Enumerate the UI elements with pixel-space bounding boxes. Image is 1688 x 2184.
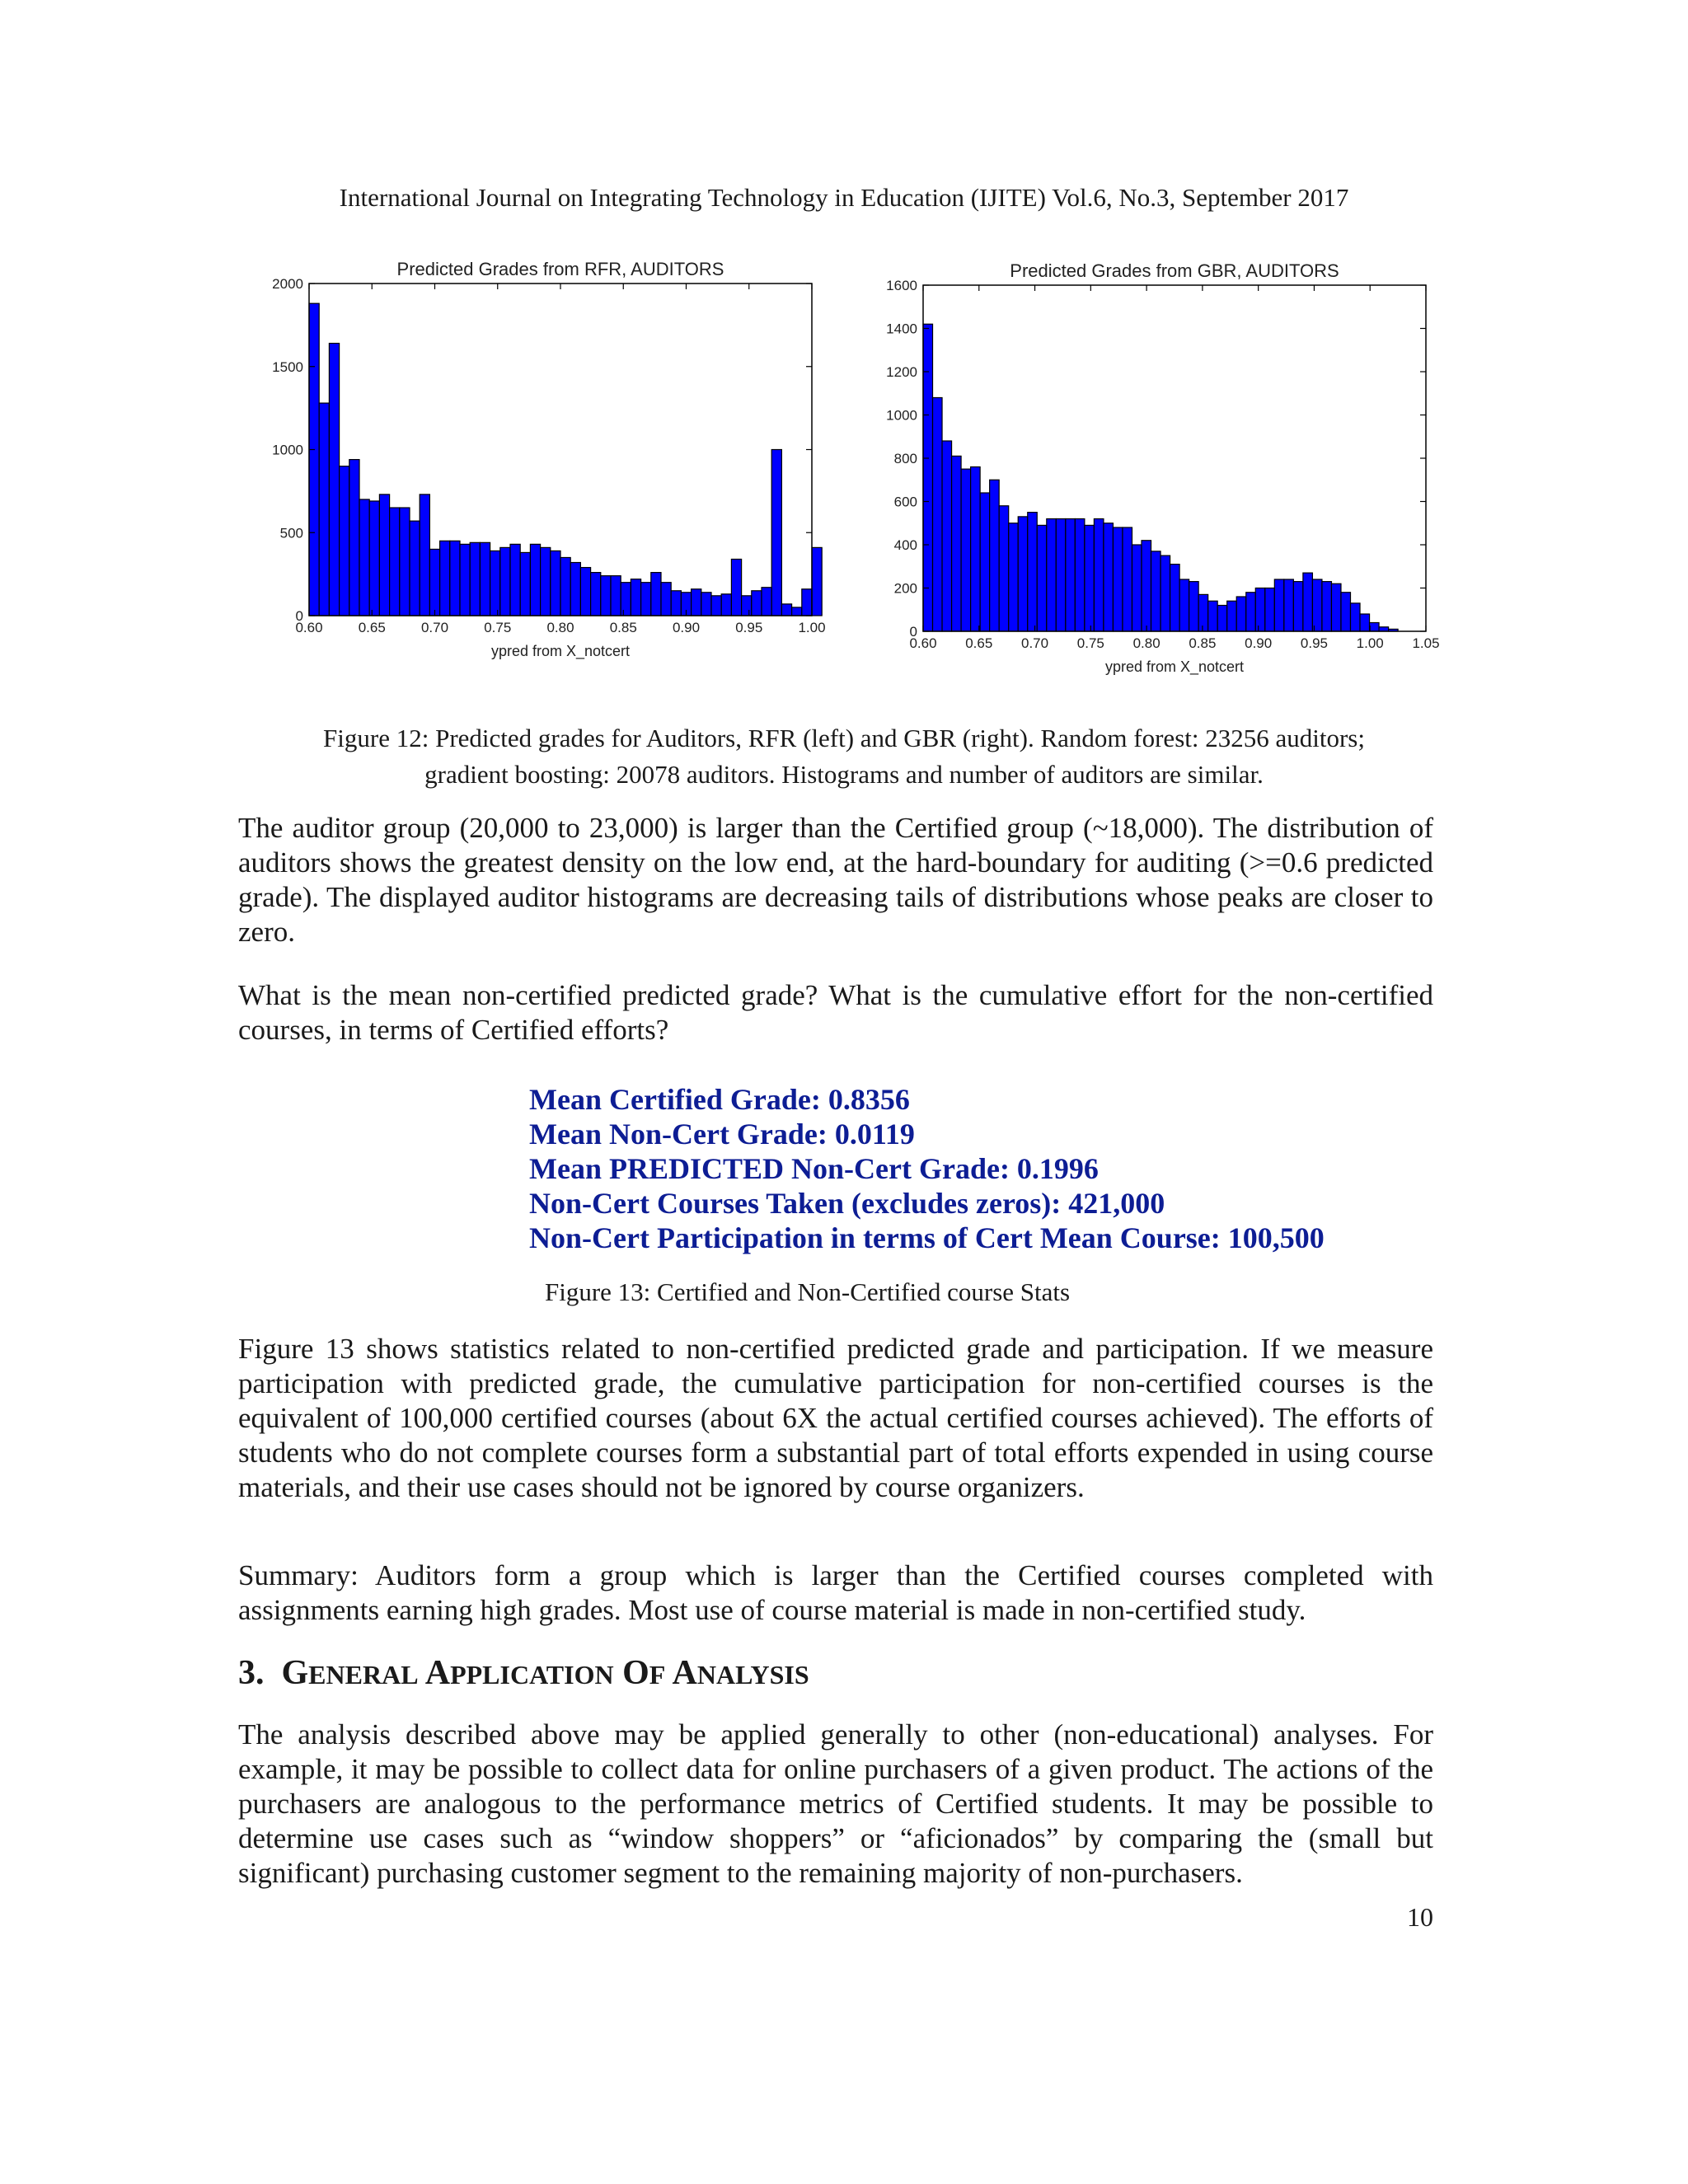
section-word4-initial: A <box>672 1654 697 1692</box>
histogram-bar <box>410 521 420 616</box>
histogram-bar <box>1341 593 1351 631</box>
histogram-bar <box>1351 603 1361 631</box>
histogram-bar <box>530 544 540 616</box>
histogram-bar <box>933 398 943 632</box>
histogram-bar <box>1303 573 1313 631</box>
x-axis-label: ypred from X_notcert <box>490 643 631 659</box>
histogram-bar <box>369 501 379 616</box>
histogram-bar <box>1037 525 1047 631</box>
histogram-bar <box>541 547 551 616</box>
histogram-bar <box>1198 594 1208 631</box>
stat-noncert-participation: Non-Cert Participation in terms of Cert Mean Course: 100,500 <box>529 1221 1325 1254</box>
running-header: International Journal on Integrating Technology in Education (IJITE) Vol.6, No.3, September 2017 <box>339 183 1349 212</box>
stat-mean-predicted-noncert: Mean PREDICTED Non-Cert Grade: 0.1996 <box>529 1152 1099 1185</box>
histogram-bar <box>1274 579 1284 631</box>
histogram-bar <box>1208 601 1218 631</box>
histogram-bar <box>792 607 802 616</box>
histogram-bar <box>420 494 429 616</box>
histogram-bar <box>1312 579 1322 631</box>
histogram-bar <box>551 551 560 616</box>
section-word1-rest: ENERAL <box>308 1660 419 1690</box>
gbr-histogram-svg <box>849 247 1442 692</box>
histogram-bar <box>570 563 580 616</box>
histogram-bar <box>440 541 450 616</box>
y-tick-label: 1500 <box>272 359 303 375</box>
x-tick-label: 1.00 <box>798 620 826 635</box>
histogram-bar <box>450 541 460 616</box>
x-tick-label: 0.65 <box>358 620 386 635</box>
stat-mean-certified: Mean Certified Grade: 0.8356 <box>529 1083 910 1116</box>
x-tick-label: 0.90 <box>1245 635 1273 651</box>
histogram-bar <box>1132 545 1142 631</box>
figure-12-caption <box>0 720 1688 793</box>
histogram-bar <box>560 557 570 616</box>
y-tick-label: 1400 <box>886 321 917 337</box>
x-tick-label: 0.80 <box>546 620 574 635</box>
histogram-bar <box>429 549 439 616</box>
histogram-bar <box>400 508 410 616</box>
y-tick-label: 400 <box>893 537 917 553</box>
y-tick-label: 1000 <box>886 407 917 424</box>
histogram-bar <box>1123 527 1132 631</box>
histogram-bar <box>601 576 611 616</box>
x-axis-label: ypred from X_notcert <box>1104 658 1245 675</box>
histogram-bar <box>1113 527 1123 631</box>
histogram-bar <box>500 547 510 616</box>
histogram-bar <box>671 591 681 616</box>
histogram-bar <box>990 480 1000 631</box>
section-word3-rest: F <box>649 1660 666 1690</box>
histogram-bar <box>1028 513 1038 631</box>
histogram-bar <box>1018 517 1028 631</box>
histogram-bar <box>961 469 971 631</box>
histogram-bar <box>1360 614 1370 631</box>
histogram-bar <box>802 589 812 616</box>
histogram-bar <box>781 604 791 616</box>
paragraph-question-text: What is the mean non-certified predicted grade? What is the cumulative effort for the non-certified courses, in terms of Certified efforts? <box>238 979 1433 1046</box>
x-tick-label: 0.85 <box>1189 635 1217 651</box>
histogram-bar <box>1227 601 1237 631</box>
histogram-bar <box>661 583 671 616</box>
x-tick-label: 0.75 <box>484 620 512 635</box>
histogram-bar <box>721 594 731 616</box>
histogram-bar <box>701 593 711 616</box>
histogram-bar <box>1217 606 1227 632</box>
y-tick-label: 800 <box>893 451 917 466</box>
histogram-bar <box>1104 523 1114 631</box>
histogram-bar <box>621 583 631 616</box>
stat-mean-noncert: Mean Non-Cert Grade: 0.0119 <box>529 1118 915 1151</box>
section-word2-initial: A <box>424 1654 451 1692</box>
histogram-bar <box>1142 541 1151 631</box>
x-tick-label: 1.00 <box>1356 635 1384 651</box>
y-tick-label: 200 <box>893 580 917 597</box>
y-tick-label: 2000 <box>272 276 303 292</box>
x-tick-label: 0.95 <box>735 620 763 635</box>
paragraph-figure13-text: Figure 13 shows statistics related to non-certified predicted grade and participation. If we measure participation with predicted grade, the cumulative participation for non-certified courses is the equivalent of 100,000 certified courses (about 6X the actual certified courses achieved). The efforts of students who do not complete courses form a substantial part of total efforts expended in using course materials, and their use cases should not be ignored by course organizers. <box>238 1333 1433 1503</box>
histogram-bar <box>490 551 500 616</box>
histogram-bar <box>340 466 349 616</box>
section-heading <box>238 1653 809 1693</box>
histogram-bar <box>1047 519 1057 632</box>
chart-title: Predicted Grades from RFR, AUDITORS <box>396 259 724 279</box>
y-tick-label: 0 <box>295 608 303 624</box>
x-tick-label: 0.70 <box>1021 635 1049 651</box>
histogram-bar <box>1151 551 1161 631</box>
histogram-bar <box>1246 593 1256 631</box>
histogram-bar <box>580 568 590 616</box>
figure-12-caption-line2: gradient boosting: 20078 auditors. Histograms and number of auditors are similar. <box>424 760 1264 789</box>
y-tick-label: 500 <box>279 525 303 541</box>
x-tick-label: 0.90 <box>672 620 701 635</box>
paragraph-summary <box>238 1558 1433 1628</box>
histogram-bar <box>651 573 661 616</box>
histogram-bar <box>1094 519 1104 632</box>
x-tick-label: 0.95 <box>1300 635 1328 651</box>
x-tick-label: 0.75 <box>1076 635 1104 651</box>
rfr-histogram <box>247 247 841 676</box>
histogram-bar <box>771 450 781 616</box>
paragraph-auditor-group-text: The auditor group (20,000 to 23,000) is larger than the Certified group (~18,000). The distribution of auditors shows the greatest density on the low end, at the hard-boundary for auditing (>=0.6 predicted grade). The displayed auditor histograms are decreasing tails of distributions whose peaks are closer to zero. <box>238 812 1433 948</box>
histogram-bar <box>952 456 962 631</box>
histogram-bar <box>470 542 480 616</box>
x-tick-label: 0.60 <box>295 620 323 635</box>
histogram-bar <box>309 303 319 616</box>
histogram-bar <box>1370 623 1380 632</box>
histogram-bar <box>460 544 470 616</box>
y-tick-label: 600 <box>893 494 917 510</box>
histogram-bar <box>692 589 701 616</box>
figure-12-caption-line1: Figure 12: Predicted grades for Auditors, RFR (left) and GBR (right). Random forest: 23256 auditors; <box>323 724 1365 752</box>
section-word4-rest: NALYSIS <box>696 1660 809 1690</box>
histogram-bar <box>1179 579 1189 631</box>
rfr-histogram-svg <box>247 247 841 676</box>
histogram-bar <box>971 467 981 632</box>
histogram-bar <box>1056 519 1066 632</box>
paragraph-question <box>238 978 1433 1047</box>
paragraph-auditor-group <box>238 811 1433 949</box>
histogram-bar <box>349 460 359 616</box>
histogram-bar <box>510 544 520 616</box>
histogram-bar <box>711 596 721 616</box>
section-word3-initial: O <box>622 1654 649 1692</box>
section-word1-initial: G <box>281 1654 309 1692</box>
paragraph-figure13 <box>238 1332 1433 1505</box>
histogram-bar <box>1265 588 1275 632</box>
histogram-bar <box>762 588 771 616</box>
histogram-bar <box>329 344 339 616</box>
y-tick-label: 1000 <box>272 442 303 458</box>
histogram-bar <box>359 499 369 616</box>
histogram-bar <box>1066 519 1076 632</box>
histogram-bar <box>1236 597 1246 631</box>
histogram-bar <box>319 403 329 616</box>
histogram-bar <box>752 591 762 616</box>
histogram-bar <box>1160 555 1170 631</box>
section-word2-rest: PPLICATION <box>450 1660 614 1690</box>
stat-noncert-courses: Non-Cert Courses Taken (excludes zeros): 421,000 <box>529 1187 1165 1220</box>
y-tick-label: 0 <box>909 624 917 640</box>
histogram-bar <box>1379 627 1389 631</box>
histogram-bar <box>1085 525 1095 631</box>
histogram-bar <box>923 324 933 631</box>
histogram-bar <box>1284 579 1294 631</box>
x-tick-label: 0.60 <box>909 635 937 651</box>
x-tick-label: 0.65 <box>965 635 993 651</box>
histogram-bar <box>591 573 601 616</box>
y-tick-label: 1200 <box>886 364 917 380</box>
figure-13-caption: Figure 13: Certified and Non-Certified course Stats <box>545 1277 1071 1306</box>
histogram-bar <box>1322 582 1332 631</box>
histogram-bar <box>379 494 389 616</box>
histogram-bar <box>1170 565 1180 631</box>
x-tick-label: 0.85 <box>609 620 637 635</box>
page-number: 10 <box>1407 1902 1433 1932</box>
histogram-bar <box>1331 583 1341 631</box>
histogram-bar <box>1293 582 1303 631</box>
histogram-bar <box>631 579 640 616</box>
x-tick-label: 1.05 <box>1412 635 1440 651</box>
x-tick-label: 0.70 <box>420 620 449 635</box>
histogram-bar <box>999 506 1009 631</box>
histogram-bar <box>1009 523 1019 631</box>
histogram-bar <box>520 552 530 616</box>
chart-title: Predicted Grades from GBR, AUDITORS <box>1010 260 1339 281</box>
histogram-bar <box>812 547 822 616</box>
histogram-bar <box>611 576 621 616</box>
y-tick-label: 1600 <box>886 278 917 293</box>
course-stats-block <box>529 1082 1325 1255</box>
histogram-bar <box>641 583 651 616</box>
histogram-bar <box>731 559 741 616</box>
histogram-bar <box>480 542 490 616</box>
paragraph-summary-text: Summary: Auditors form a group which is larger than the Certified courses completed with assignments earning high grades. Most use of course material is made in non-certified study. <box>238 1559 1433 1626</box>
section-number: 3. <box>238 1654 265 1692</box>
paragraph-general-application-text: The analysis described above may be applied generally to other (non-educational) analyses. For example, it may be possible to collect data for online purchasers of a given product. The actions of the purchasers are analogous to the performance metrics of Certified students. It may be possible to determine use cases such as “window shoppers” or “aficionados” by comparing the (small but significant) purchasing customer segment to the remaining majority of non-purchasers. <box>238 1718 1433 1889</box>
gbr-histogram <box>849 247 1442 692</box>
histogram-bar <box>390 508 400 616</box>
histogram-bar <box>1189 582 1199 631</box>
histogram-bar <box>1255 588 1265 632</box>
paragraph-general-application <box>238 1718 1433 1891</box>
histogram-bar <box>1075 519 1085 632</box>
histogram-bar <box>742 596 752 616</box>
histogram-bar <box>942 441 952 631</box>
histogram-bar <box>980 493 990 631</box>
x-tick-label: 0.80 <box>1132 635 1160 651</box>
